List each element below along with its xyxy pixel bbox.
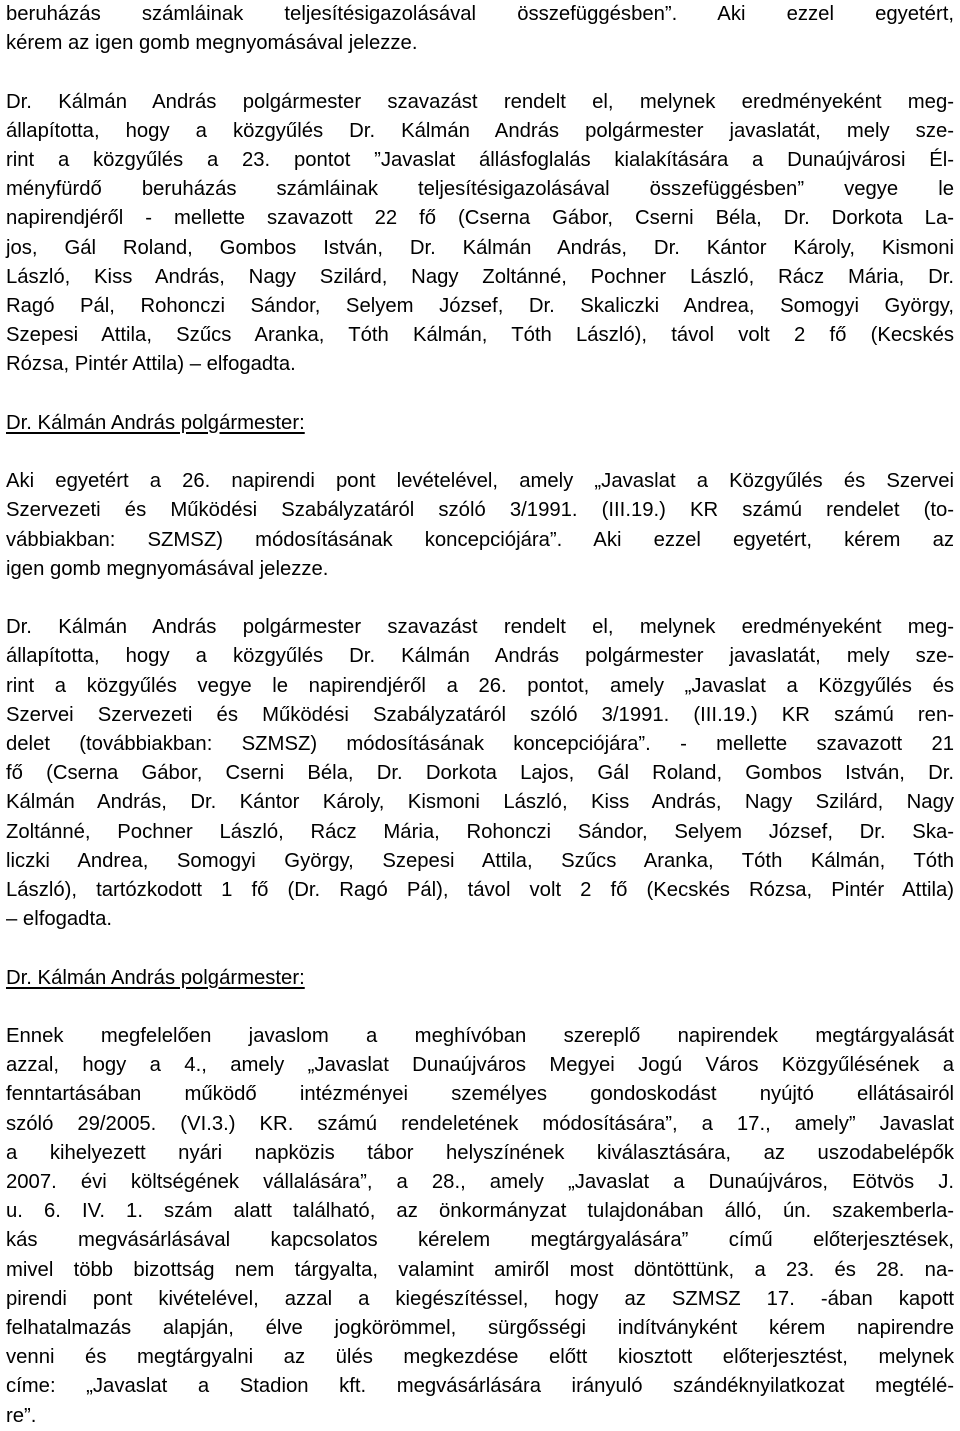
text-line: rint a közgyűlés vegye le napirendjéről a 26. pontot, amely „Javaslat a Közgyűlés és: [6, 674, 954, 697]
paragraph-vote-result-23: [6, 88, 954, 380]
text-line: napirendjéről - mellette szavazott 22 fő (Cserna Gábor, Cserni Béla, Dr. Dorkota La-: [6, 207, 954, 230]
text-line: u. 6. IV. 1. szám alatt található, az önkormányzat tulajdonában álló, ún. szakemberla-: [6, 1200, 954, 1223]
text-line: Szepesi Attila, Szűcs Aranka, Tóth Kálmán, Tóth László), távol volt 2 fő (Kecskés: [6, 324, 954, 347]
paragraph-vote-request-26: [6, 467, 954, 584]
speaker-heading: [6, 964, 954, 993]
text-line: mivel több bizottság nem tárgyalta, valamint amiről most döntöttünk, a 23. és 28. na-: [6, 1258, 954, 1281]
text-line: igen gomb megnyomásával jelezze.: [6, 557, 329, 580]
speaker-name: Dr. Kálmán András polgármester:: [6, 966, 305, 989]
text-line: re”.: [6, 1404, 37, 1427]
paragraph-agenda-proposal: [6, 1022, 954, 1431]
text-line: felhatalmazás alapján, élve jogkörömmel, sürgősségi indítványként kérem napirendre: [6, 1317, 954, 1340]
text-line: 2007. évi költségének vállalására”, a 28., amely „Javaslat a Dunaújváros, Eötvös J.: [6, 1171, 954, 1194]
text-line: vábbiakban: SZMSZ) módosításának koncepciójára”. Aki ezzel egyetért, kérem az: [6, 528, 954, 551]
speaker-heading: [6, 409, 954, 438]
text-line: László), tartózkodott 1 fő (Dr. Ragó Pál), távol volt 2 fő (Kecskés Rózsa, Pintér Attila): [6, 879, 954, 902]
text-line: Rózsa, Pintér Attila) – elfogadta.: [6, 353, 296, 376]
speaker-name: Dr. Kálmán András polgármester:: [6, 411, 305, 434]
text-line: Ragó Pál, Rohonczi Sándor, Selyem József, Dr. Skaliczki Andrea, Somogyi György,: [6, 295, 954, 318]
text-line: Kálmán András, Dr. Kántor Károly, Kismoni László, Kiss András, Nagy Szilárd, Nagy: [6, 791, 954, 814]
text-line: – elfogadta.: [6, 908, 113, 931]
text-line: venni és megtárgyalni az ülés megkezdése előtt kiosztott előterjesztést, melynek: [6, 1346, 954, 1369]
text-line: delet (továbbiakban: SZMSZ) módosításának koncepciójára”. - mellette szavazott 21: [6, 733, 954, 756]
text-line: beruházás számláinak teljesítésigazolásával összefüggésben”. Aki ezzel egyetért,: [6, 3, 954, 25]
text-line: Dr. Kálmán András polgármester szavazást rendelt el, melynek eredményeként meg-: [6, 90, 954, 113]
text-line: Dr. Kálmán András polgármester szavazást rendelt el, melynek eredményeként meg-: [6, 616, 954, 639]
text-line: Szervei Szervezeti és Működési Szabályzatáról szóló 3/1991. (III.19.) KR számú ren-: [6, 703, 954, 726]
text-line: fő (Cserna Gábor, Cserni Béla, Dr. Dorkota Lajos, Gál Roland, Gombos István, Dr.: [6, 762, 954, 785]
text-line: kérem az igen gomb megnyomásával jelezze.: [6, 32, 418, 55]
text-line: ményfürdő beruházás számláinak teljesítésigazolásával összefüggésben” vegye le: [6, 178, 954, 201]
text-line: liczki Andrea, Somogyi György, Szepesi Attila, Szűcs Aranka, Tóth Kálmán, Tóth: [6, 849, 954, 872]
paragraph-vote-request-23: [6, 0, 954, 58]
text-line: Ennek megfelelően javaslom a meghívóban szereplő napirendek megtárgyalását: [6, 1025, 954, 1048]
text-line: címe: „Javaslat a Stadion kft. megvásárlására irányuló szándéknyilatkozat megtélé-: [6, 1375, 954, 1398]
text-line: rint a közgyűlés a 23. pontot ”Javaslat állásfoglalás kialakítására a Dunaújvárosi Él-: [6, 149, 954, 171]
text-line: pirendi pont kivételével, azzal a kiegészítéssel, hogy az SZMSZ 17. -ában kapott: [6, 1287, 954, 1310]
text-line: Aki egyetért a 26. napirendi pont levételével, amely „Javaslat a Közgyűlés és Szervei: [6, 470, 954, 493]
text-line: a kihelyezett nyári napközis tábor helyszínének kiválasztására, az uszodabelépők: [6, 1141, 954, 1164]
text-line: jos, Gál Roland, Gombos István, Dr. Kálmán András, Dr. Kántor Károly, Kismoni: [6, 236, 954, 259]
text-line: László, Kiss András, Nagy Szilárd, Nagy Zoltánné, Pochner László, Rácz Mária, Dr.: [6, 265, 954, 288]
text-line: kás megvásárlásával kapcsolatos kérelem megtárgyalására” című előterjesztések,: [6, 1229, 954, 1252]
text-line: állapította, hogy a közgyűlés Dr. Kálmán András polgármester javaslatát, mely sze-: [6, 119, 954, 142]
text-line: fenntartásában működő intézményei személyes gondoskodást nyújtó ellátásairól: [6, 1083, 954, 1106]
text-line: Zoltánné, Pochner László, Rácz Mária, Rohonczi Sándor, Selyem József, Dr. Ska-: [6, 820, 954, 843]
text-line: Szervezeti és Működési Szabályzatáról szóló 3/1991. (III.19.) KR számú rendelet (to-: [6, 499, 954, 522]
text-line: szóló 29/2005. (VI.3.) KR. számú rendeletének módosítására”, a 17., amely” Javaslat: [6, 1112, 954, 1135]
paragraph-vote-result-26: [6, 613, 954, 934]
document-page: [6, 0, 954, 1431]
text-line: állapította, hogy a közgyűlés Dr. Kálmán András polgármester javaslatát, mely sze-: [6, 645, 954, 668]
text-line: azzal, hogy a 4., amely „Javaslat Dunaújváros Megyei Jogú Város Közgyűlésének a: [6, 1054, 954, 1077]
